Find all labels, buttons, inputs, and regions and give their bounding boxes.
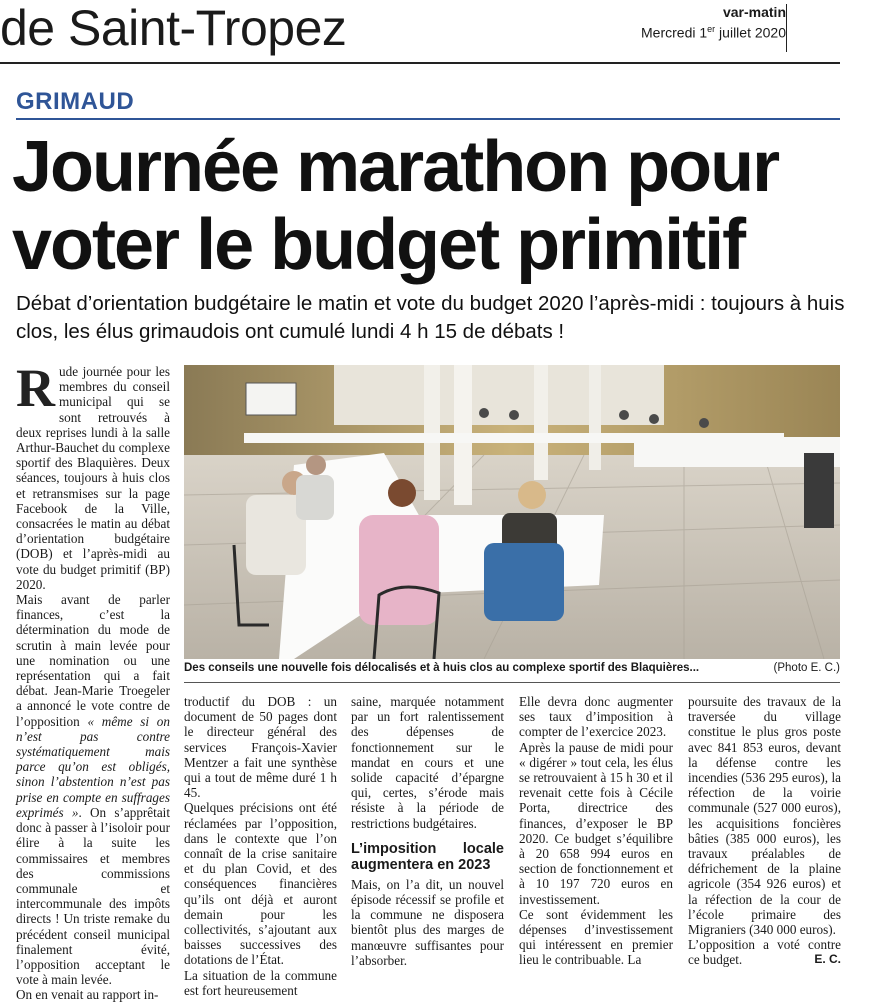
col5-p2-text: L’opposition a voté contre ce budget. <box>688 937 841 968</box>
col2-paragraph-3: La situation de la commune est fort heureusement <box>184 967 337 998</box>
col3-paragraph-2: Mais, on l’a dit, un nouvel épisode récessif se profile et la commune ne disposera bientôt plus des marges de manœuvre suffisantes pour l’absorber. <box>351 876 504 968</box>
col1-paragraph-1: ude journée pour les membres du conseil municipal qui se sont retrouvés à deux reprises lundi à la salle Arthur-Bauchet du complexe sportif des Blaquières. Deux séances, toujours à huis clos et retransmises sur la page Facebook de la Ville, consacrées le matin au débat d’orientation budgétaire (DOB) et l’après-midi au vote du budget primitif (BP) 2020. <box>16 364 170 592</box>
col4-paragraph-1: Elle devra donc augmenter ses taux d’imposition à compter de l’exercice 2023. <box>519 694 673 740</box>
date-day: Mercredi 1 <box>641 24 708 41</box>
newspaper-name: var-matin <box>722 4 786 20</box>
col2-paragraph-1: troductif du DOB : un document de 50 pages dont le directeur général des services François-Xavier Mentzer a fait une synthèse qui a tout de même duré 1 h 45. <box>184 694 337 801</box>
photo-credit: (Photo E. C.) <box>773 662 840 674</box>
col4-paragraph-3: Ce sont évidemment les dépenses d’investissement qui intéressent en premier lieu le contribuable. La <box>519 906 673 968</box>
article-standfirst: Débat d’orientation budgétaire le matin et vote du budget 2020 l’après-midi : toujours à huis clos, les élus grimaudois ont cumulé lundi 4 h 15 de débats ! <box>16 292 845 343</box>
masthead-info <box>641 4 786 42</box>
article-headline: Journée marathon pour voter le budget primitif <box>12 127 779 285</box>
col5-paragraph-1: poursuite des travaux de la traversée du village constitue le plus gros poste avec 841 853 euros, devant la défense contre les incendies (536 295 euros), la réfection de la voirie communale (527 000 euros), les acquisitions foncières bâties (385 000 euros), les travaux préalables de défrichement de la plaine agricole (354 926 euros) et la réfection de la cour de l’école primaire des Migraniers (340 000 euros). <box>688 694 841 938</box>
col2-paragraph-2: Quelques précisions ont été réclamées par l’opposition, dans le contexte que l’on connaît de la crise sanitaire et du plan Covid, et des conséquences financières qu’ils ont déjà et auront demain pour les collectivités, s’ajoutant aux baisses successives des dotations de l’État. <box>184 800 337 968</box>
article-column-5 <box>688 694 841 968</box>
article-column-4 <box>519 694 673 968</box>
author-signature: E. C. <box>814 952 841 967</box>
photo-caption <box>184 662 840 674</box>
article-column-3 <box>351 694 504 968</box>
rubric-rule <box>16 118 840 120</box>
col1-paragraph-3: On en venait au rapport in- <box>16 987 159 1003</box>
article-column-1 <box>16 358 171 1003</box>
dropcap-letter: R <box>16 358 55 418</box>
publication-date <box>641 20 786 42</box>
opposition-quote: « même si on n’est pas contre systématiquement mais parce qu’on est obligés, sinon l’abstention n’est pas prise en compte en suffrages exprimés » <box>16 713 170 820</box>
col5-paragraph-2 <box>688 937 841 967</box>
masthead-divider <box>786 4 787 52</box>
caption-rule <box>184 682 840 683</box>
col1-p2-end: . On s’apprêtait donc à passer à l’isoloir pour élire à la suite les commissaires et membres des commissions communale et intercommunale des impôts directs ! Un triste remake du précédent conseil municipal finalement évité, l’opposition acceptant le vote à main levée. <box>16 804 171 988</box>
caption-text: Des conseils une nouvelle fois délocalisés et à huis clos au complexe sportif des Blaquières... <box>184 662 700 674</box>
article-column-2 <box>184 694 337 998</box>
date-sup: er <box>707 24 716 34</box>
col1-paragraph-2 <box>16 592 170 987</box>
article-subheading: L’imposition locale augmentera en 2023 <box>351 840 504 873</box>
rubric-label: GRIMAUD <box>16 88 135 115</box>
col1-p2-start: Mais avant de parler finances, c’est la détermination du mode de scrutin à main levée pour une nomination ou une représentation qui a fait débat. Jean-Marie Troegeler a annoncé le vote contre de l’opposition <box>16 592 170 729</box>
article-photo <box>184 365 840 659</box>
council-meeting-photo <box>184 365 840 659</box>
col4-paragraph-2: Après la pause de midi pour « digérer » tout cela, les élus se retrouvaient à 15 h 30 et il revenait cette fois à Cécile Porta, directrice des finances, d’exposer le BP 2020. Ce budget s’équilibre à 20 658 994 euros en section de fonctionnement et à 10 197 720 euros en investissement. <box>519 739 673 907</box>
col3-paragraph-1: saine, marquée notamment par un fort ralentissement des dépenses de fonctionnement sur le mandat en cours et une solide capacité d’épargne qui, certes, s’érode mais résiste à la période de restrictions budgétaires. <box>351 694 504 831</box>
date-month-year: juillet 2020 <box>715 24 786 41</box>
masthead-town: de Saint-Tropez <box>0 0 347 56</box>
masthead-rule <box>0 62 840 64</box>
